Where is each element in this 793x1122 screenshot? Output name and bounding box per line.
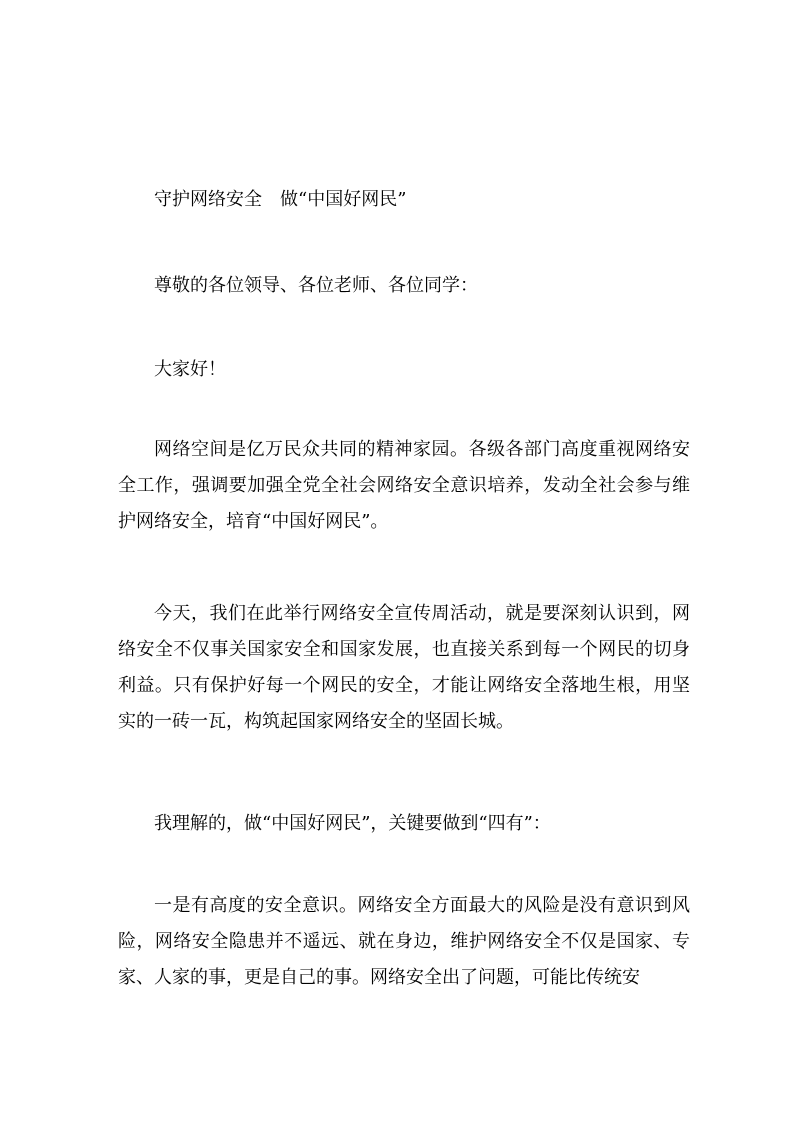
body-paragraph: 我理解的，做“中国好网民”，关键要做到“四有”： [154,813,551,834]
speech-title: 守护网络安全 做“中国好网民” [154,189,407,210]
body-paragraph: 网络空间是亿万民众共同的精神家园。各级各部门高度重视网络安全工作，强调要加强全党全社会网络安全意识培养，发动全社会参与维护网络安全，培育“中国好网民”。 [118,439,690,532]
greeting: 大家好！ [154,359,226,380]
salutation: 尊敬的各位领导、各位老师、各位同学： [154,275,478,296]
body-paragraph: 一是有高度的安全意识。网络安全方面最大的风险是没有意识到风险，网络安全隐患并不遥远、就在身边，维护网络安全不仅是国家、专家、人家的事，更是自己的事。网络安全出了问题，可能比传统安 [118,895,690,988]
body-paragraph: 今天，我们在此举行网络安全宣传周活动，就是要深刻认识到，网络安全不仅事关国家安全和国家发展，也直接关系到每一个网民的切身利益。只有保护好每一个网民的安全，才能让网络安全落地生根，用坚实的一砖一瓦，构筑起国家网络安全的坚固长城。 [118,603,690,732]
